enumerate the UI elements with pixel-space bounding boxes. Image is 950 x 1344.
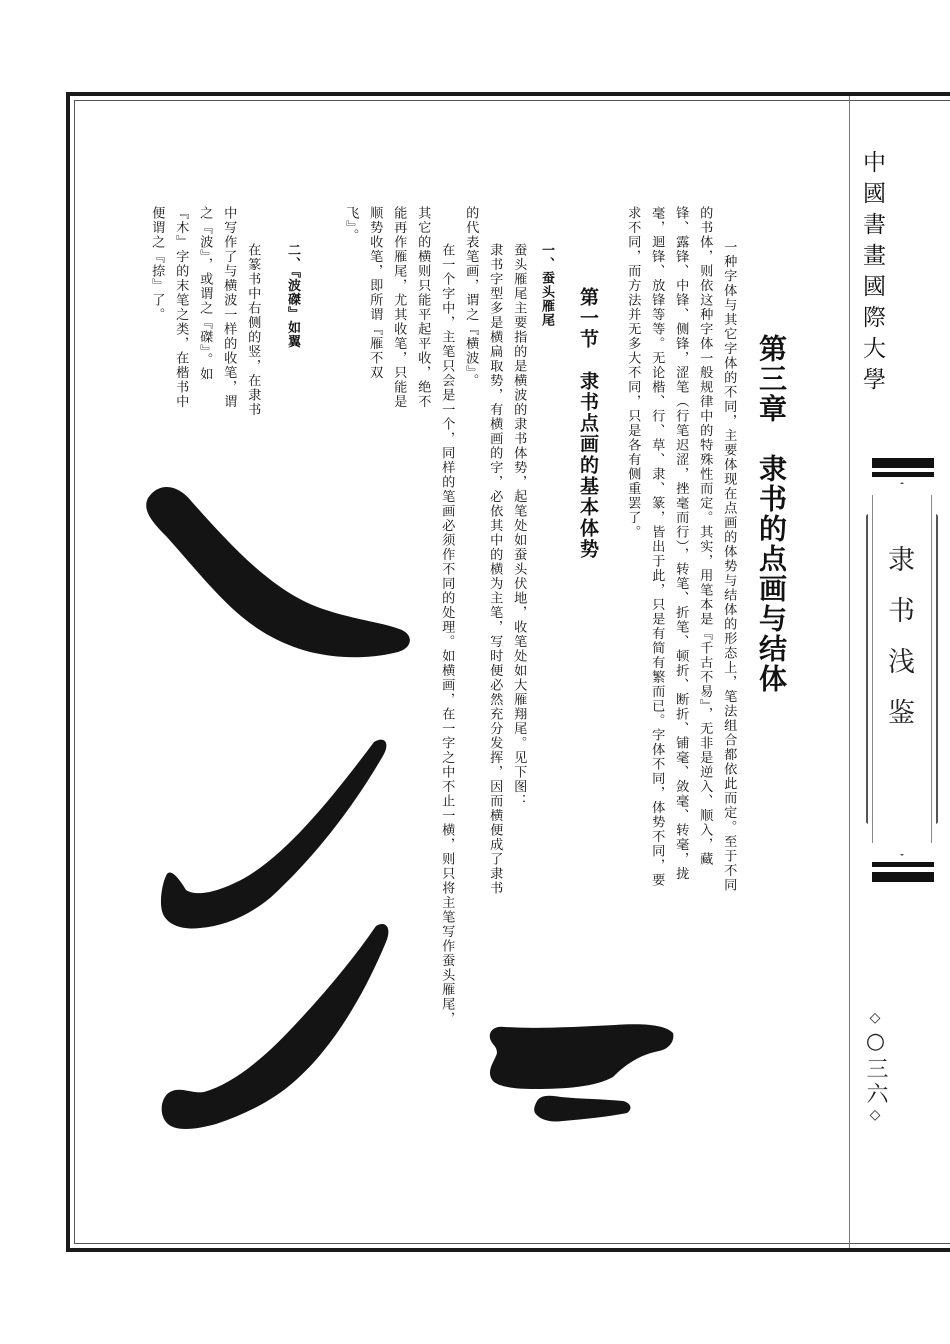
paragraph-line: 能再作雁尾，尤其收笔，只能是 — [391, 206, 407, 409]
plaque-top-bar — [872, 458, 934, 468]
subsection-heading: 二、『波磔』如翼 — [285, 243, 300, 349]
wave-stroke-1 — [146, 487, 410, 657]
wave-stroke-3 — [162, 924, 389, 1129]
margin-rule — [849, 96, 850, 1248]
section-title: 第一节 隶书点画的基本体势 — [577, 287, 599, 560]
flat-stroke — [534, 1096, 630, 1122]
wave-stroke-2 — [161, 740, 386, 929]
paragraph-line: 的代表笔画，谓之『横波』。 — [463, 206, 479, 388]
page-number: ◇○三六◇ — [863, 1010, 888, 1126]
paragraph-line: 一种字体与其它字体的不同，主要体现在点画的体势与结体的形态上，笔法组合都依此而定。至于不同 — [721, 240, 737, 893]
paragraph-line: 求不同，而方法并无多大不同，只是各有侧重罢了。 — [625, 206, 641, 540]
university-header: 中國書畫國際大學 — [859, 150, 885, 398]
paragraph-line: 毫，迴锋、放锋等等。无论楷、行、草、隶、篆，皆出于此，只是有简有繁而已。字体不同，体势不同，要 — [649, 206, 665, 888]
plaque-bottom-bar-thin — [872, 862, 934, 867]
horizontal-wave-stroke — [490, 1024, 674, 1089]
paragraph-line: 便谓之『捺』了。 — [149, 206, 165, 322]
paragraph-line: 『木』字的末笔之类，在楷书中 — [173, 206, 189, 409]
chapter-title: 第三章 隶书的点画与结体 — [755, 334, 788, 694]
plaque-top-bar-thin — [872, 472, 934, 477]
paragraph-line: 其它的横则只能平起平收，绝不 — [415, 206, 431, 409]
subsection-heading: 一、蚕头雁尾 — [539, 243, 554, 327]
calligraphy-strokes-illustration — [140, 480, 420, 1140]
horizontal-strokes-illustration — [475, 1015, 675, 1135]
paragraph-line: 在一个字中，主笔只会是一个，同样的笔画必须作不同的处理。如横画，在一字之中不止一横，则只将主笔写作蚕头雁尾， — [439, 243, 455, 1026]
paragraph-line: 之『波』，或谓之『磔』。如 — [197, 206, 213, 382]
paragraph-line: 蚕头雁尾主要指的是横波的隶书体势，起笔处如蚕头伏地，收笔处如大雁翔尾。见下图： — [511, 243, 527, 809]
paragraph-line: 中写作了与横波一样的收笔，谓 — [221, 206, 237, 409]
paragraph-line: 顺势收笔，即所谓『雁不双 — [367, 206, 383, 380]
paragraph-line: 锋、露锋、中锋、侧锋，涩笔（行笔迟涩，挫毫而行），转笔、折笔、顿折、断折、铺毫、敛毫、转毫，拢 — [673, 206, 689, 881]
paragraph-line: 飞』。 — [343, 206, 359, 243]
book-title: 隶书浅鉴 — [883, 545, 914, 749]
paragraph-line: 的书体，则依这种字体一般规律中的特殊性而定。其实，用笔本是『千古不易』，无非是逆入、顺入，藏 — [697, 206, 713, 867]
paragraph-line: 在篆书中右侧的竖，在隶书 — [245, 243, 261, 417]
paragraph-line: 隶书字型多是横扁取势，有横画的字，必依其中的横为主笔，写时便必然充分发挥，因而横便成了隶书 — [487, 243, 503, 896]
plaque-bottom-bar — [872, 872, 934, 882]
